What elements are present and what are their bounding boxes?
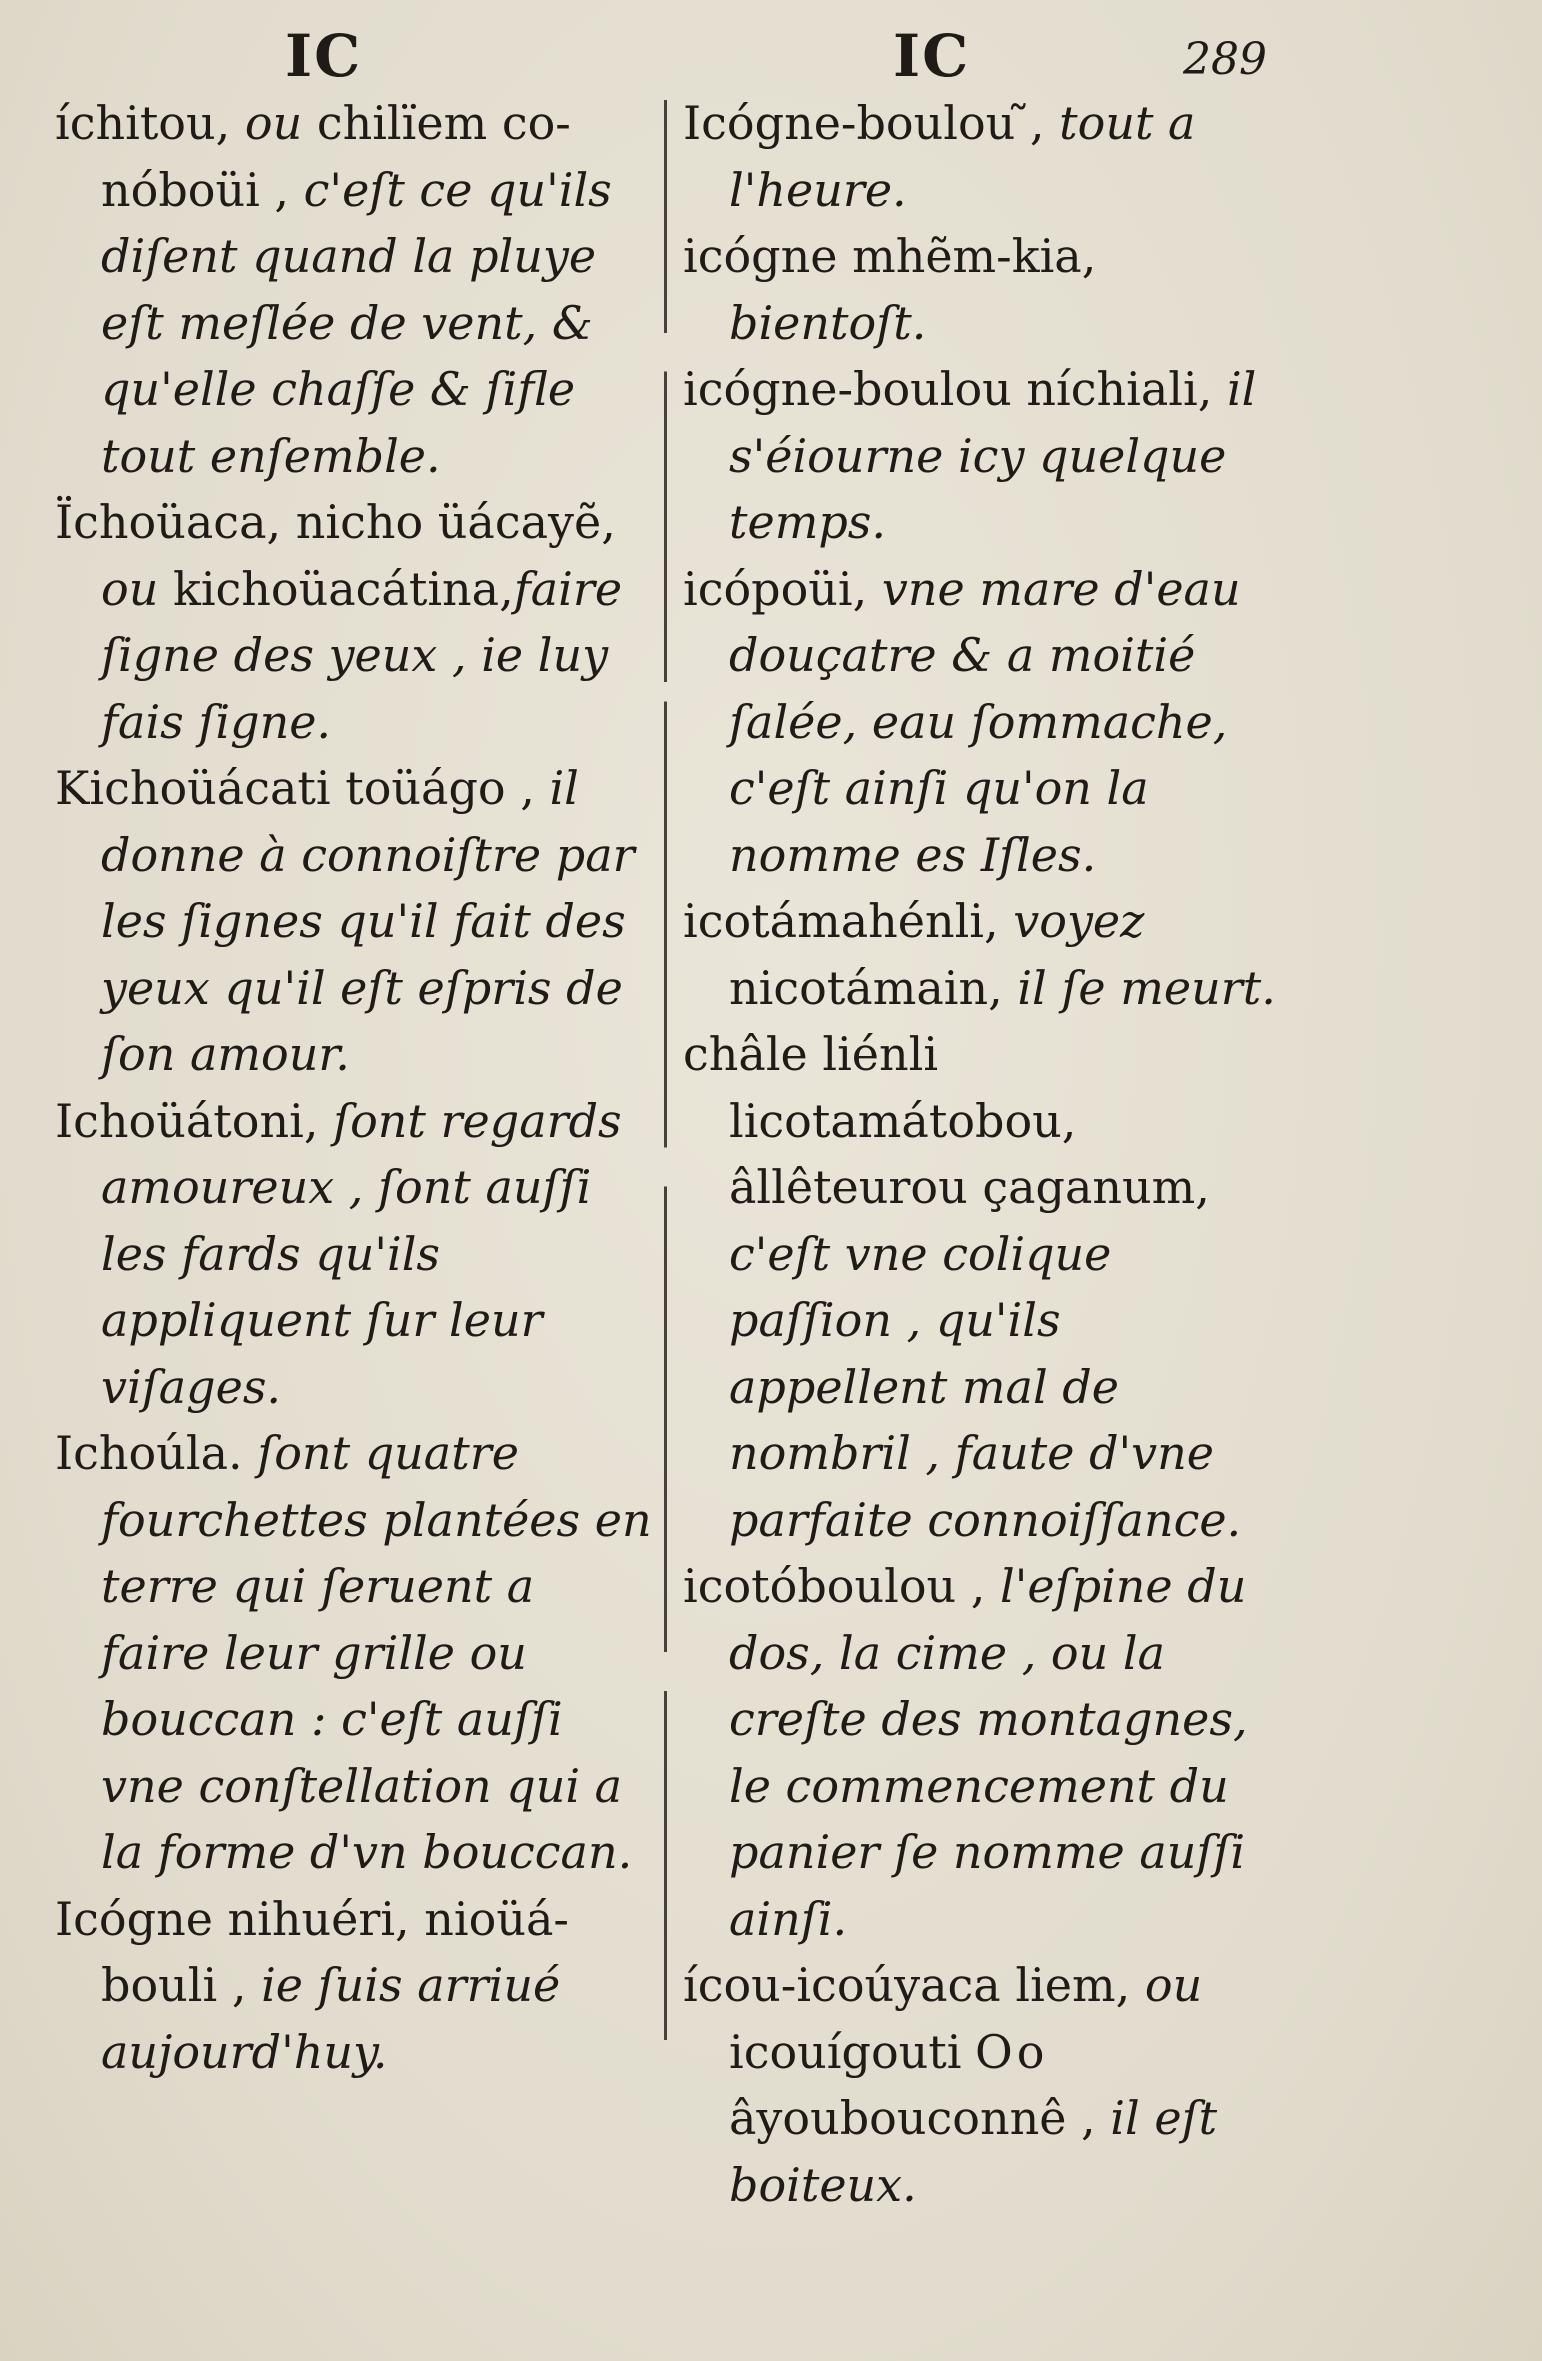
dictionary-entry — [55, 1420, 655, 1886]
definition: ſont regards amoureux , ſont auſſi les fards qu'ils appliquent ſur leur viſages. — [101, 1093, 622, 1414]
dictionary-entry — [683, 1553, 1283, 1952]
dictionary-entry — [683, 356, 1283, 556]
dictionary-entry — [683, 90, 1283, 223]
headword: icotámahénli, — [683, 894, 1014, 948]
dictionary-entry — [55, 755, 655, 1088]
headword: icópoüi, — [683, 561, 882, 616]
dictionary-entry — [683, 223, 1283, 356]
definition: c'eſt vne colique paſſion , qu'ils appellent mal de nombril , faute d'vne parfaite connoiſſance. — [729, 1226, 1242, 1547]
dictionary-entry — [55, 1088, 655, 1421]
headword-variant: chilïem co-nóboüi , — [101, 96, 571, 217]
headword: Ichoüátoni, — [55, 1093, 334, 1148]
definition: il ſe meurt. — [1017, 960, 1276, 1015]
headword: icógne-boulou níchiali, — [683, 362, 1227, 416]
running-head-right: IC — [893, 22, 971, 90]
headword: icógne mhẽm-kia, — [683, 229, 1097, 283]
headword: Kichoüácati toüágo , — [55, 761, 550, 815]
dictionary-entry — [683, 888, 1283, 1021]
page-header — [0, 22, 1542, 92]
headword-variant: icouígouti âyoubouconnê , — [729, 2024, 1111, 2145]
dictionary-entry — [683, 556, 1283, 889]
dictionary-entry — [55, 90, 655, 489]
definition: il eſt boiteux. — [729, 2091, 1218, 2212]
definition: tout a l'heure. — [729, 96, 1196, 217]
dictionary-entry — [55, 489, 655, 755]
headword: Ichoúla. — [55, 1426, 258, 1480]
catchword: Oo — [975, 2025, 1049, 2079]
conjunction: ou — [101, 561, 159, 616]
dictionary-entry — [683, 1021, 1283, 1553]
headword: icotóboulou , — [683, 1559, 1001, 1613]
definition: c'eſt ce qu'ils diſent quand la pluye eſt meſlée de vent, & qu'elle chaſſe & ſifle tout enſemble. — [101, 162, 612, 483]
running-head-left: IC — [285, 22, 363, 90]
right-column — [683, 90, 1283, 2218]
headword: íchitou, — [55, 96, 245, 150]
headword: Icógne nihuéri, nioüá-bouli , — [55, 1891, 569, 2012]
definition: faire ſigne des yeux , ie luy fais ſigne. — [101, 561, 623, 749]
definition: il donne à connoiſtre par les ſignes qu'il fait des yeux qu'il eſt eſpris de ſon amour. — [101, 761, 635, 1081]
definition: il s'éiourne icy quelque temps. — [729, 362, 1257, 549]
definition: ſont quatre fourchettes plantées en terre qui ſeruent a faire leur grille ou bouccan : c'eſt auſſi vne conſtellation qui a la forme d'vn bouccan. — [101, 1426, 652, 1879]
headword: châle liénli licotamátobou, âllêteurou çaganum, — [683, 1027, 1210, 1214]
column-rule — [664, 100, 667, 2040]
headword: ícou-icoúyaca liem, — [683, 1958, 1145, 2012]
page-number: 289 — [1183, 34, 1267, 85]
left-column — [55, 90, 655, 2085]
definition: ie ſuis arriué aujourd'huy. — [101, 1958, 561, 2079]
conjunction: ou — [1144, 1958, 1203, 2012]
dictionary-entry — [683, 1952, 1283, 2218]
headword: Icógne-boulou ̃, — [683, 96, 1060, 150]
cross-reference: voyez — [1013, 894, 1145, 948]
headword-variant: nicotámain, — [729, 960, 1018, 1015]
conjunction: ou — [244, 96, 303, 150]
definition: vne mare d'eau douçatre & a moitié ſalée, eau ſommache, c'eſt ainſi qu'on la nomme es Iſles. — [729, 561, 1241, 882]
definition: l'eſpine du dos, la cime , ou la creſte des montagnes, le commencement du panier ſe nomme auſſi ainſi. — [729, 1559, 1248, 1946]
headword-variant: kichoüacátina, — [158, 561, 514, 616]
headword: Ïchoüaca, nicho üácayẽ, — [55, 495, 616, 549]
dictionary-entry — [55, 1886, 655, 2086]
definition: bientoſt. — [729, 295, 927, 350]
